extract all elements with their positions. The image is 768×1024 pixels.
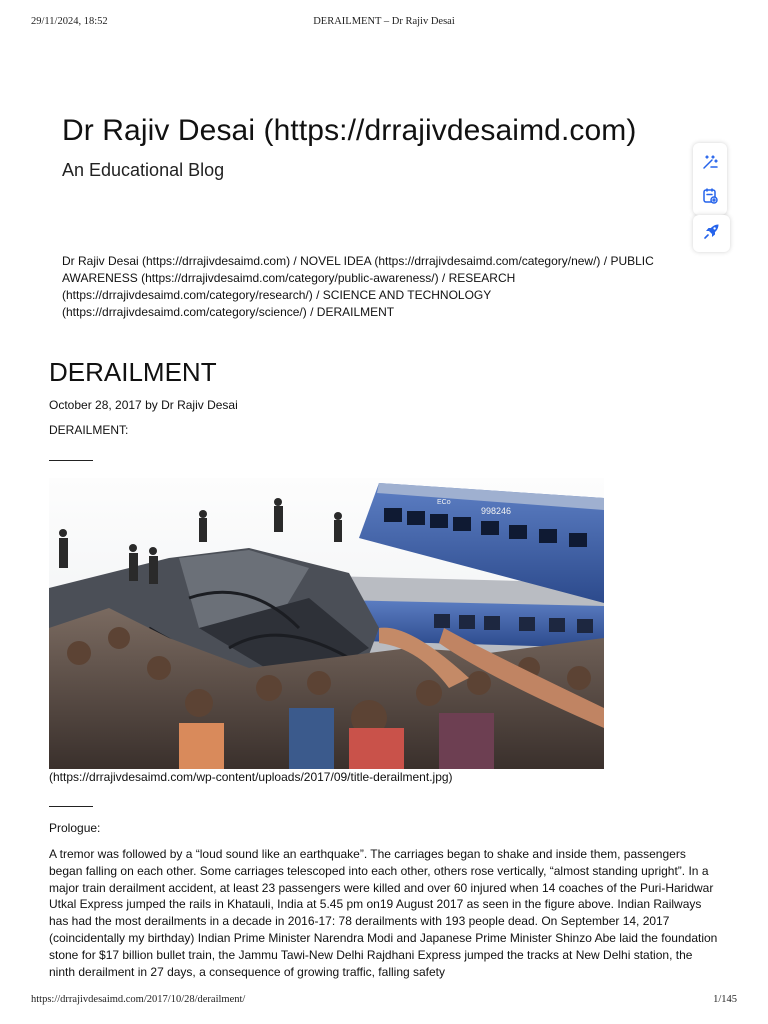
breadcrumb-separator: / [290,254,301,268]
breadcrumb-public-awareness[interactable]: PUBLIC AWARENESS (https://drrajivdesaimd.com/category/public-awareness/) [62,254,654,285]
breadcrumb-separator: / [438,271,449,285]
floating-toolbar [693,143,727,215]
breadcrumb [62,253,702,321]
print-page-title: DERAILMENT – Dr Rajiv Desai [313,16,455,27]
breadcrumb-science-technology[interactable]: SCIENCE AND TECHNOLOGY (https://drrajivdesaimd.com/category/science/) [62,288,492,319]
print-url: https://drrajivdesaimd.com/2017/10/28/derailment/ [31,994,246,1005]
post-lead: DERAILMENT: [49,423,129,437]
print-footer [0,994,768,1010]
hero-image[interactable] [49,478,604,769]
divider [49,806,93,807]
breadcrumb-home[interactable]: Dr Rajiv Desai (https://drrajivdesaimd.com) [62,254,291,268]
print-header [0,16,768,32]
magic-wand-icon[interactable] [693,145,727,179]
breadcrumb-current: DERAILMENT [316,305,395,319]
document-sync-icon[interactable] [693,179,727,213]
image-source-link[interactable]: (https://drrajivdesaimd.com/wp-content/uploads/2017/09/title-derailment.jpg) [49,770,453,784]
breadcrumb-separator: / [600,254,611,268]
train-derailment-photo [49,478,604,769]
site-tagline: An Educational Blog [62,160,225,180]
breadcrumb-novel-idea[interactable]: NOVEL IDEA (https://drrajivdesaimd.com/category/new/) [300,254,601,268]
body-paragraph: A tremor was followed by a “loud sound like an earthquake”. The carriages began to shake and inside them, passengers began falling on each other. Some carriages telescoped into each other, others rose vertically, “almost standing upright”. In a major train derailment accident, at least 23 passengers were killed and over 60 injured when 14 coaches of the Puri-Haridwar Utkal Express jumped the rails in Khatauli, India at 5.45 pm on19 August 2017 as seen in the figure above. Indian Railways has had the most derailments in a decade in 2016-17: 78 derailments with 193 people dead. On September 14, 2017 (coincidentally my birthday) Indian Prime Minister Narendra Modi and Japanese Prime Minister Shinzo Abe laid the foundation stone for $17 billion bullet train, the Jammu Tawi-New Delhi Rajdhani Express jumped the tracks at New Delhi station, the ninth derailment in 27 days, a consequence of growing traffic, falling safety [49,847,718,979]
print-datetime: 29/11/2024, 18:52 [31,16,108,27]
coach-code: ECo [437,499,451,506]
coach-number: 998246 [481,506,512,516]
divider [49,460,93,461]
print-page-number: 1/145 [713,994,737,1005]
section-label: Prologue: [49,821,101,835]
post-title: DERAILMENT [49,357,217,387]
launch-tool-button[interactable] [693,215,730,252]
site-title[interactable]: Dr Rajiv Desai (https://drrajivdesaimd.com) [62,114,637,147]
breadcrumb-research[interactable]: RESEARCH (https://drrajivdesaimd.com/category/research/) [62,271,516,302]
breadcrumb-separator: / [306,305,317,319]
rocket-icon [702,221,722,246]
post-meta: October 28, 2017 by Dr Rajiv Desai [49,398,238,412]
breadcrumb-separator: / [312,288,323,302]
